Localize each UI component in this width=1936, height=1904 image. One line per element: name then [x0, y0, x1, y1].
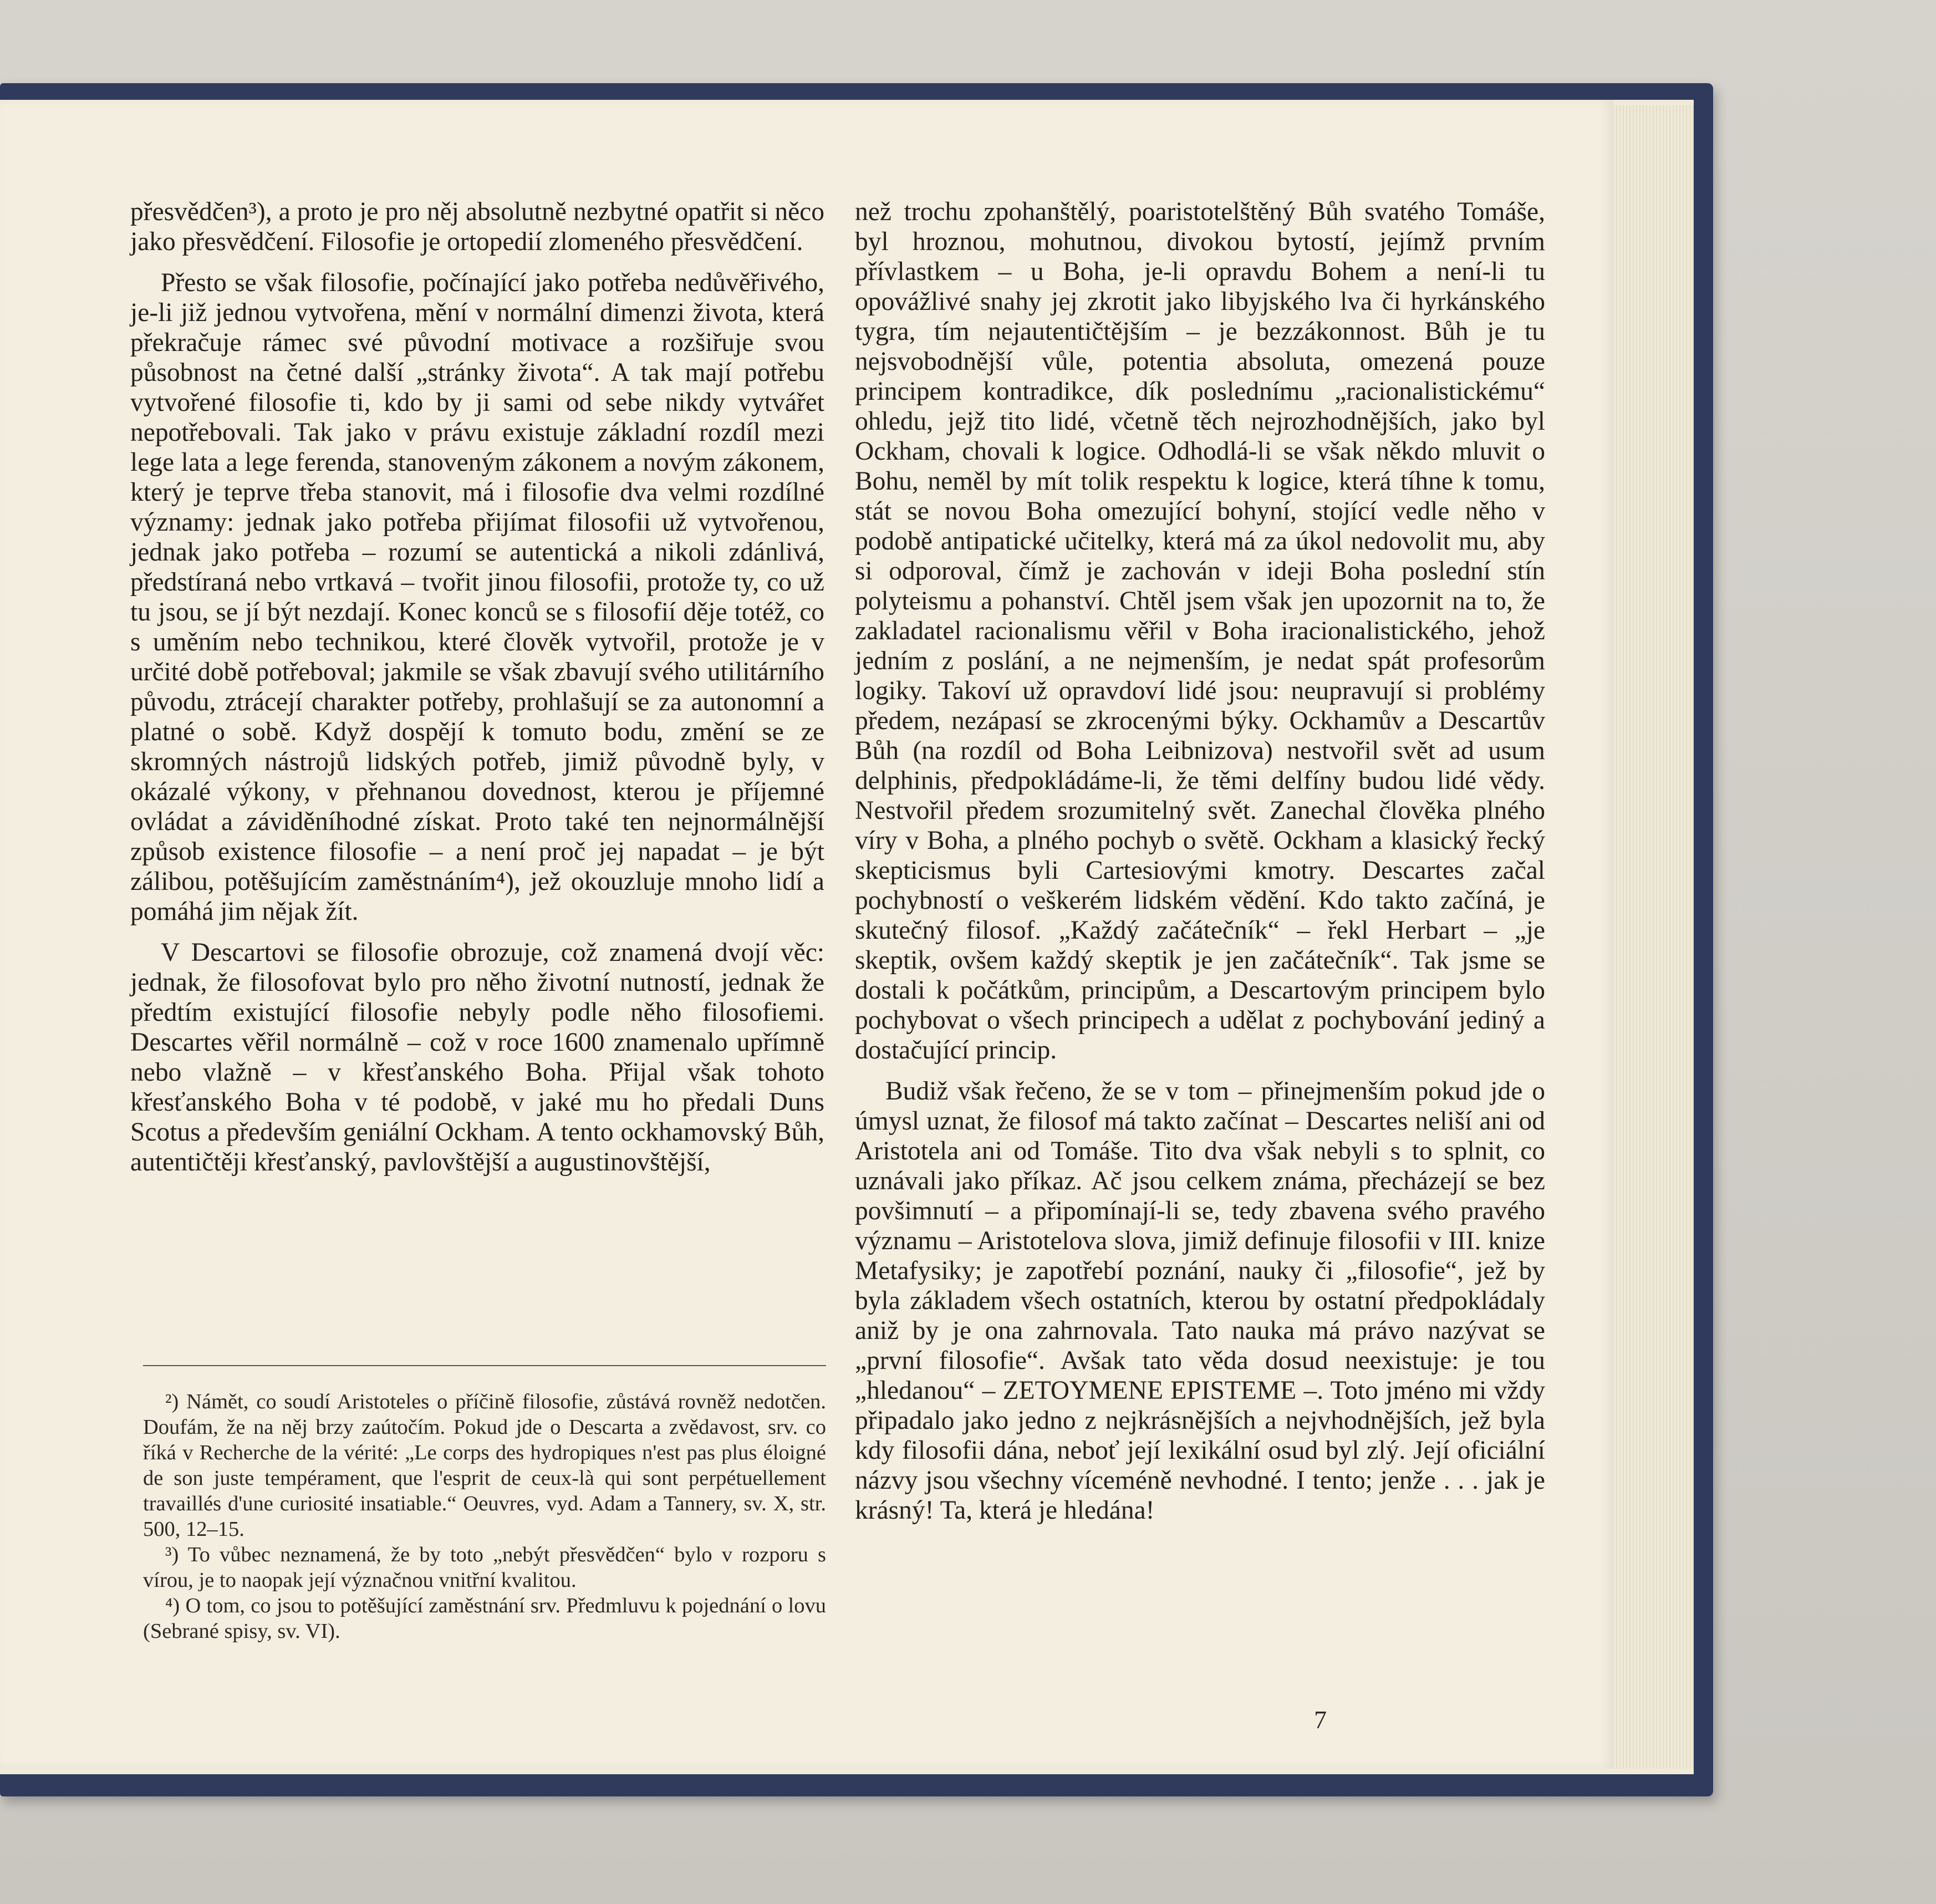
left-text-column	[130, 197, 824, 1177]
paragraph: přesvědčen³), a proto je pro něj absolutně nezbytné opatřit si něco jako přesvědčení. Filosofie je ortopedií zlomeného přesvědčení.	[130, 197, 824, 256]
footnote: ²) Námět, co soudí Aristoteles o příčině filosofie, zůstává rovněž nedotčen. Doufám, že na něj brzy zaútočím. Pokud jde o Descarta a zvědavost, srv. co říká v Recherche de la vérité: „Le corps des hydropiques n'est pas plus éloigné de son juste tempérament, que l'esprit de ceux-là qui sont perpétuellement travaillés d'une curiosité insatiable.“ Oeuvres, vyd. Adam a Tannery, sv. X, str. 500, 12–15.	[143, 1390, 826, 1541]
paragraph: Přesto se však filosofie, počínající jako potřeba nedůvěřivého, je-li již jednou vytvořena, mění v normální dimenzi života, která překračuje rámec své původní motivace a rozšiřuje svou působnost na četné další „stránky života“. A tak mají potřebu vytvořené filosofie ti, kdo by ji sami od sebe nikdy vytvářet nepotřebovali. Tak jako v právu existuje základní rozdíl mezi lege lata a lege ferenda, stanoveným zákonem a novým zákonem, který je teprve třeba stanovit, má i filosofie dva velmi rozdílné významy: jednak jako potřeba přijímat filosofii už vytvořenou, jednak jako potřeba – rozumí se autentická a nikoli zdánlivá, předstíraná nebo vrtkavá – tvořit jinou filosofii, protože ty, co už tu jsou, se jí být nezdají. Konec konců se s filosofií děje totéž, co s uměním nebo technikou, které člověk vytvořil, protože je v určité době potřeboval; jakmile se však zbavují svého utilitárního původu, ztrácejí charakter potřeby, prohlašují se za autonomní a platné o sobě. Když dospějí k tomuto bodu, změní se ze skromných nástrojů lidských potřeb, jimiž původně byly, v okázalé výkony, v přehnanou dovednost, kterou je příjemné ovládat a záviděníhodné získat. Proto také ten nejnormálnější způsob existence filosofie – a není proč jej napadat – je být zálibou, potěšujícím zaměstnáním⁴), jež okouzluje mnoho lidí a pomáhá jim nějak žít.	[130, 268, 824, 926]
footnote: ⁴) O tom, co jsou to potěšující zaměstnání srv. Předmluvu k pojednání o lovu (Sebrané spisy, sv. VI).	[143, 1594, 826, 1643]
paragraph: Budiž však řečeno, že se v tom – přinejmenším pokud jde o úmysl uznat, že filosof má takto začínat – Descartes neliší ani od Aristotela ani od Tomáše. Tito dva však nebyli s to splnit, co uznávali jako příkaz. Ač jsou celkem známa, přecházejí se bez povšimnutí – a připomínají-li se, tedy zbavena svého pravého významu – Aristotelova slova, jimiž definuje filosofii v III. knize Metafysiky; je zapotřebí poznání, nauky či „filosofie“, jež by byla základem všech ostatních, kterou by ostatní předpokládaly aniž by je ona zahrnovala. Tato nauka má právo nazývat se „první filosofie“. Avšak tato věda dosud neexistuje: je tou „hledanou“ – ZETOYMENE EPISTEME –. Toto jméno mi vždy připadalo jako jedno z nejkrásnějších a nejvhodnějších, jež byla kdy filosofii dána, neboť její lexikální osud byl zlý. Její oficiální názvy jsou všechny víceméně nevhodné. I tento; jenže . . . jak je krásný! Ta, která je hledána!	[855, 1077, 1545, 1525]
footnotes	[143, 1389, 826, 1644]
page-number: 7	[1314, 1706, 1327, 1734]
paragraph: než trochu zpohanštělý, poaristotelštěný Bůh svatého Tomáše, byl hroznou, mohutnou, divokou bytostí, jejímž prvním přívlastkem – u Boha, je-li opravdu Bohem a není-li tu opovážlivé snahy jej zkrotit jako libyjského lva či hyrkánského tygra, tím nejautentičtějším – je bezzákonnost. Bůh je tu nejsvobodnější vůle, potentia absoluta, omezená pouze principem kontradikce, dík poslednímu „racionalistickému“ ohledu, jejž tito lidé, včetně těch nejrozhodnějších, jako byl Ockham, chovali k logice. Odhodlá-li se však někdo mluvit o Bohu, neměl by mít tolik respektu k logice, která tíhne k tomu, stát se novou Boha omezující bohyní, stojící vedle něho v podobě antipatické učitelky, která má za úkol nedovolit mu, aby si odporoval, čímž je zachován v ideji Boha poslední stín polyteismu a pohanství. Chtěl jsem však jen upozornit na to, že zakladatel racionalismu věřil v Boha iracionalistického, jehož jedním z poslání, a ne nejmenším, je nedat spát profesorům logiky. Takoví už opravdoví lidé jsou: neupravují si problémy předem, nezápasí se zkrocenými býky. Ockhamův a Descartův Bůh (na rozdíl od Boha Leibnizova) nestvořil svět ad usum delphinis, předpokládáme-li, že těmi delfíny budou lidé vědy. Nestvořil předem srozumitelný svět. Zanechal člověka plného víry v Boha, a plného pochyb o světě. Ockham a klasický řecký skepticismus byli Cartesiovými kmotry. Descartes začal pochybností o veškerém lidském vědění. Kdo takto začíná, je skutečný filosof. „Každý začátečník“ – řekl Herbart – „je skeptik, ovšem každý skeptik je jen začátečník“. Tak jsme se dostali k počátkům, principům, a Descartovým principem bylo pochybovat o všech principech a udělat z pochybování jediný a dostačující princip.	[855, 197, 1545, 1065]
page-edges	[1611, 105, 1694, 1769]
paragraph: V Descartovi se filosofie obrozuje, což znamená dvojí věc: jednak, že filosofovat bylo pro něho životní nutností, jednak že předtím existující filosofie nebyly podle něho filosofiemi. Descartes věřil normálně – což v roce 1600 znamenalo upřímně nebo vlažně – v křesťanského Boha. Přijal však tohoto křesťanského Boha v té podobě, v jaké mu ho předali Duns Scotus a především geniální Ockham. A tento ockhamovský Bůh, autentičtěji křesťanský, pavlovštější a augustinovštější,	[130, 938, 824, 1177]
footnote: ³) To vůbec neznamená, že by toto „nebýt přesvědčen“ bylo v rozporu s vírou, je to naopak její význačnou vnitřní kvalitou.	[143, 1543, 826, 1592]
footnote-rule	[143, 1365, 826, 1366]
right-text-column	[855, 197, 1545, 1525]
